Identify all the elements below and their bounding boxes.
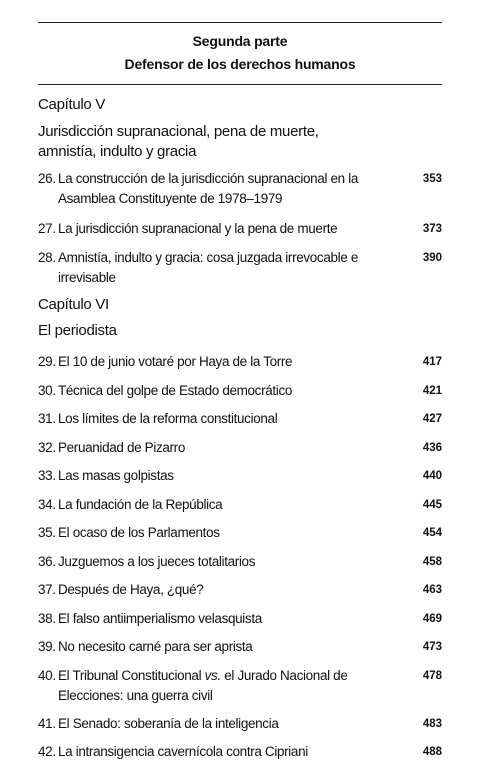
- entry-title: La construcción de la jurisdicción supranacional en la Asamblea Constituyente de 1978–1979: [58, 171, 359, 206]
- entry-title: Técnica del golpe de Estado democrático: [58, 383, 292, 398]
- entry-title: Amnistía, indulto y gracia: cosa juzgada irrevocable e irrevisable: [58, 250, 359, 285]
- entry-number: 40.: [38, 668, 56, 683]
- toc-entry[interactable]: [38, 248, 442, 288]
- toc-entry[interactable]: [38, 466, 442, 486]
- entry-page: 473: [422, 641, 442, 653]
- entry-page: 454: [422, 527, 442, 539]
- entry-title: La jurisdicción supranacional y la pena de muerte: [58, 221, 338, 236]
- entry-number: 37.: [38, 582, 56, 597]
- entry-number: 26.: [38, 171, 56, 186]
- entry-page: 469: [422, 613, 442, 625]
- entry-number: 34.: [38, 497, 56, 512]
- entry-title: La intransigencia cavernícola contra Cipriani: [58, 744, 308, 759]
- entry-title: Juzguemos a los jueces totalitarios: [58, 554, 256, 569]
- chapter-title-line: El periodista: [38, 322, 117, 339]
- toc-entry[interactable]: [38, 609, 442, 629]
- toc-entry[interactable]: [38, 352, 442, 372]
- entry-number: 32.: [38, 440, 56, 455]
- entry-number: 27.: [38, 221, 56, 236]
- entry-page: 373: [422, 223, 442, 235]
- toc-entry[interactable]: [38, 714, 442, 734]
- entry-number: 30.: [38, 383, 56, 398]
- toc-entry[interactable]: [38, 580, 442, 600]
- chapter-title-line: amnistía, indulto y gracia: [38, 143, 197, 160]
- toc-entry[interactable]: [38, 495, 442, 515]
- toc-entry[interactable]: [38, 552, 442, 572]
- toc-entry[interactable]: [38, 219, 442, 239]
- toc-entry[interactable]: [38, 438, 442, 458]
- entry-page: 488: [422, 746, 442, 758]
- entry-number: 28.: [38, 250, 56, 265]
- toc-entry[interactable]: [38, 523, 442, 543]
- entry-page: 417: [422, 356, 442, 368]
- entry-number: 35.: [38, 525, 56, 540]
- entry-title: El falso antiimperialismo velasquista: [58, 611, 262, 626]
- entry-number: 38.: [38, 611, 56, 626]
- bottom-rule: [38, 84, 442, 85]
- entry-title: El Tribunal Constitucional vs. el Jurado Nacional de Elecciones: una guerra civil: [58, 668, 348, 703]
- entry-title: El ocaso de los Parlamentos: [58, 525, 220, 540]
- part-title: Defensor de los derechos humanos: [124, 56, 356, 72]
- entry-number: 29.: [38, 354, 56, 369]
- entry-page: 483: [422, 718, 442, 730]
- entry-page: 458: [422, 556, 442, 568]
- entry-title: Peruanidad de Pizarro: [58, 440, 185, 455]
- entry-title: La fundación de la República: [58, 497, 223, 512]
- entry-page: 478: [422, 670, 442, 682]
- entry-page: 440: [422, 470, 442, 482]
- entry-number: 31.: [38, 411, 56, 426]
- entry-title: No necesito carné para ser aprista: [58, 639, 253, 654]
- entry-number: 42.: [38, 744, 56, 759]
- part-label: Segunda parte: [192, 33, 288, 49]
- chapter-label: Capítulo VI: [38, 296, 109, 313]
- entry-number: 36.: [38, 554, 56, 569]
- toc-entry[interactable]: [38, 381, 442, 401]
- entry-page: 421: [422, 385, 442, 397]
- toc-entry[interactable]: [38, 409, 442, 429]
- entry-page: 445: [422, 499, 442, 511]
- entry-page: 353: [422, 173, 442, 185]
- toc-entry[interactable]: [38, 637, 442, 657]
- chapter-label: Capítulo V: [38, 96, 106, 113]
- entry-number: 33.: [38, 468, 56, 483]
- entry-page: 436: [422, 442, 442, 454]
- entry-title: El 10 de junio votaré por Haya de la Torre: [58, 354, 293, 369]
- entry-page: 390: [422, 252, 442, 264]
- entry-page: 427: [422, 413, 442, 425]
- toc-entry[interactable]: [38, 742, 442, 762]
- toc-entry[interactable]: [38, 169, 442, 209]
- entry-title: Después de Haya, ¿qué?: [58, 582, 204, 597]
- top-rule: [38, 22, 442, 23]
- entry-title: Los límites de la reforma constitucional: [58, 411, 278, 426]
- chapter-title-line: Jurisdicción supranacional, pena de muerte,: [38, 123, 319, 140]
- toc-entry[interactable]: [38, 666, 442, 706]
- entry-number: 39.: [38, 639, 56, 654]
- entry-number: 41.: [38, 716, 56, 731]
- entry-title: El Senado: soberanía de la inteligencia: [58, 716, 279, 731]
- entry-title: Las masas golpistas: [58, 468, 174, 483]
- entry-page: 463: [422, 584, 442, 596]
